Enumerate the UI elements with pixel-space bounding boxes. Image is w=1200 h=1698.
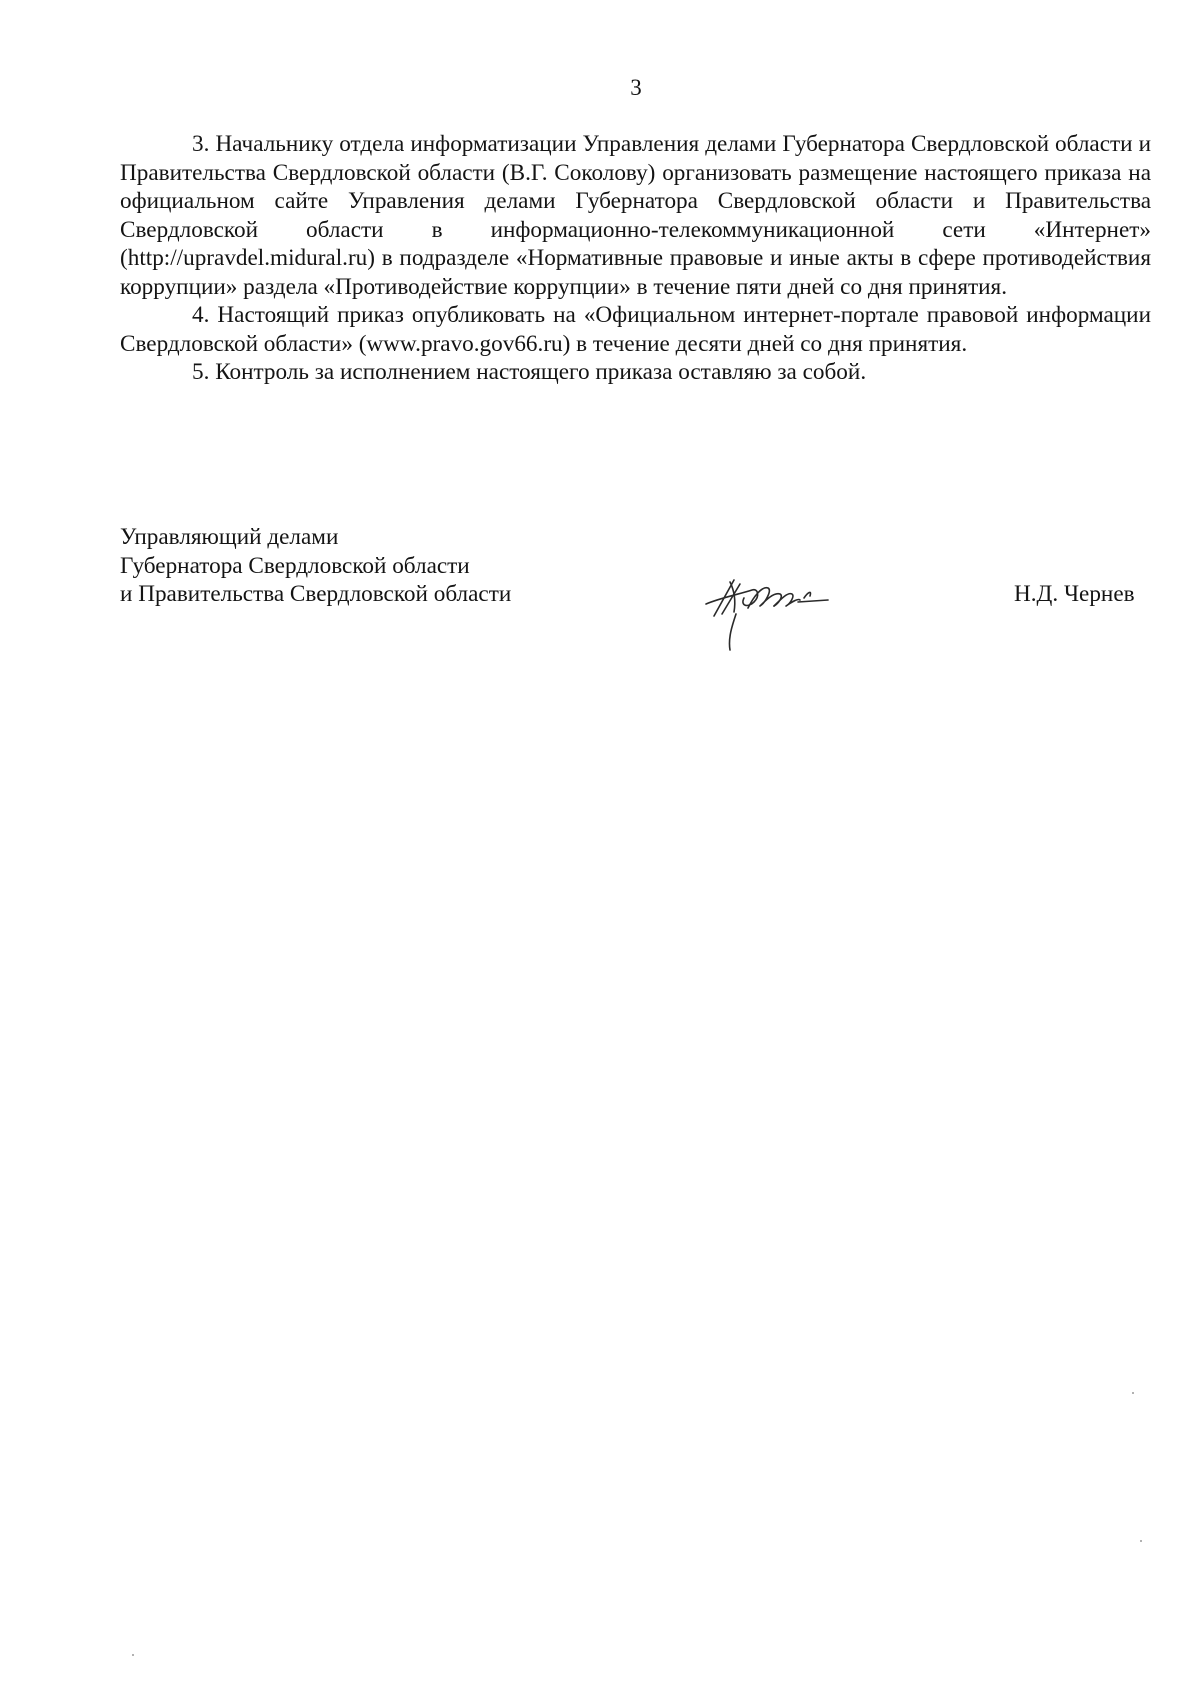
paragraph-item-4: 4. Настоящий приказ опубликовать на «Официальном интернет-портале правовой информации Свердловской области» (www.pravo.gov66.ru) в течение десяти дней со дня принятия. (120, 302, 1151, 357)
signer-position-line: Губернатора Свердловской области (120, 552, 470, 579)
paragraph-item-3: 3. Начальнику отдела информатизации Управления делами Губернатора Свердловской области и Правительства Свердловской области (В.Г. Соколову) организовать размещение настоящего приказа на официальном сайте Управления делами Губернатора Свердловской области и Правительства Свердловской области в информационно-телекоммуникационной сети «Интернет» (http://upravdel.midural.ru) в подразделе «Нормативные правовые и иные акты в сфере противодействия коррупции» раздела «Противодействие коррупции» в течение пяти дней со дня принятия. (120, 131, 1151, 300)
scan-speck (1132, 1392, 1134, 1394)
scan-speck (1140, 1540, 1142, 1542)
signer-name: Н.Д. Чернев (1014, 581, 1135, 607)
page-number: 3 (630, 75, 642, 100)
signer-position-line: Управляющий делами (120, 524, 339, 550)
document-body (120, 130, 1151, 387)
scan-speck (132, 1654, 134, 1656)
handwritten-signature-icon (700, 568, 860, 668)
paragraph-item-5: 5. Контроль за исполнением настоящего приказа оставляю за собой. (192, 359, 867, 385)
signer-position-line: и Правительства Свердловской области (120, 581, 512, 607)
signer-position (120, 523, 511, 609)
